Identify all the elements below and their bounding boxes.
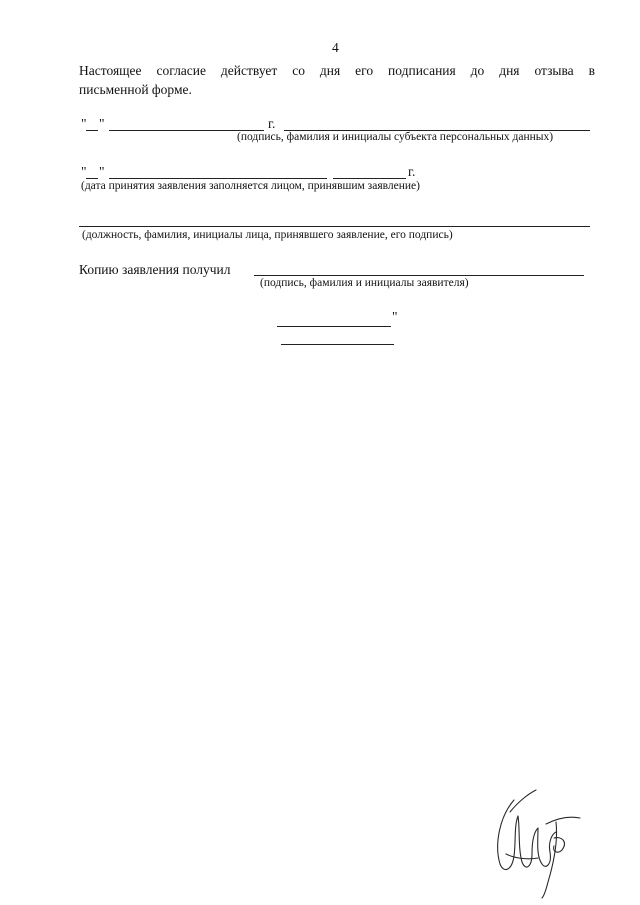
row4-label: Копию заявления получил	[79, 262, 231, 277]
row2-open-quote: "	[81, 164, 87, 179]
row4-signature-blank	[254, 275, 584, 276]
row3-official-blank	[79, 226, 590, 227]
page-number: 4	[332, 40, 339, 55]
consent-text-line1: Настоящее согласие действует со дня его подписания до дня отзыва в	[79, 63, 595, 78]
row3-caption: (должность, фамилия, инициалы лица, принявшего заявление, его подпись)	[82, 229, 453, 241]
row4-caption: (подпись, фамилия и инициалы заявителя)	[260, 277, 469, 289]
consent-text-line2: письменной форме.	[79, 82, 192, 97]
row1-year-letter: г.	[268, 116, 276, 131]
row1-caption: (подпись, фамилия и инициалы субъекта персональных данных)	[237, 131, 554, 143]
row2-day-blank	[86, 178, 98, 179]
row1-open-quote: "	[81, 116, 87, 131]
row1-day-blank	[86, 130, 98, 131]
row5-blank-bottom	[281, 344, 394, 345]
row2-month-blank	[109, 178, 327, 179]
row2-year-blank	[333, 178, 406, 179]
row1-close-quote: "	[99, 116, 105, 131]
row2-caption: (дата принятия заявления заполняется лицом, принявшим заявление)	[81, 180, 420, 192]
row5-blank-top	[277, 326, 391, 327]
row5-close-quote: "	[392, 309, 398, 324]
row2-year-letter: г.	[408, 164, 416, 179]
handwritten-signature	[492, 782, 584, 900]
row2-close-quote: "	[99, 164, 105, 179]
